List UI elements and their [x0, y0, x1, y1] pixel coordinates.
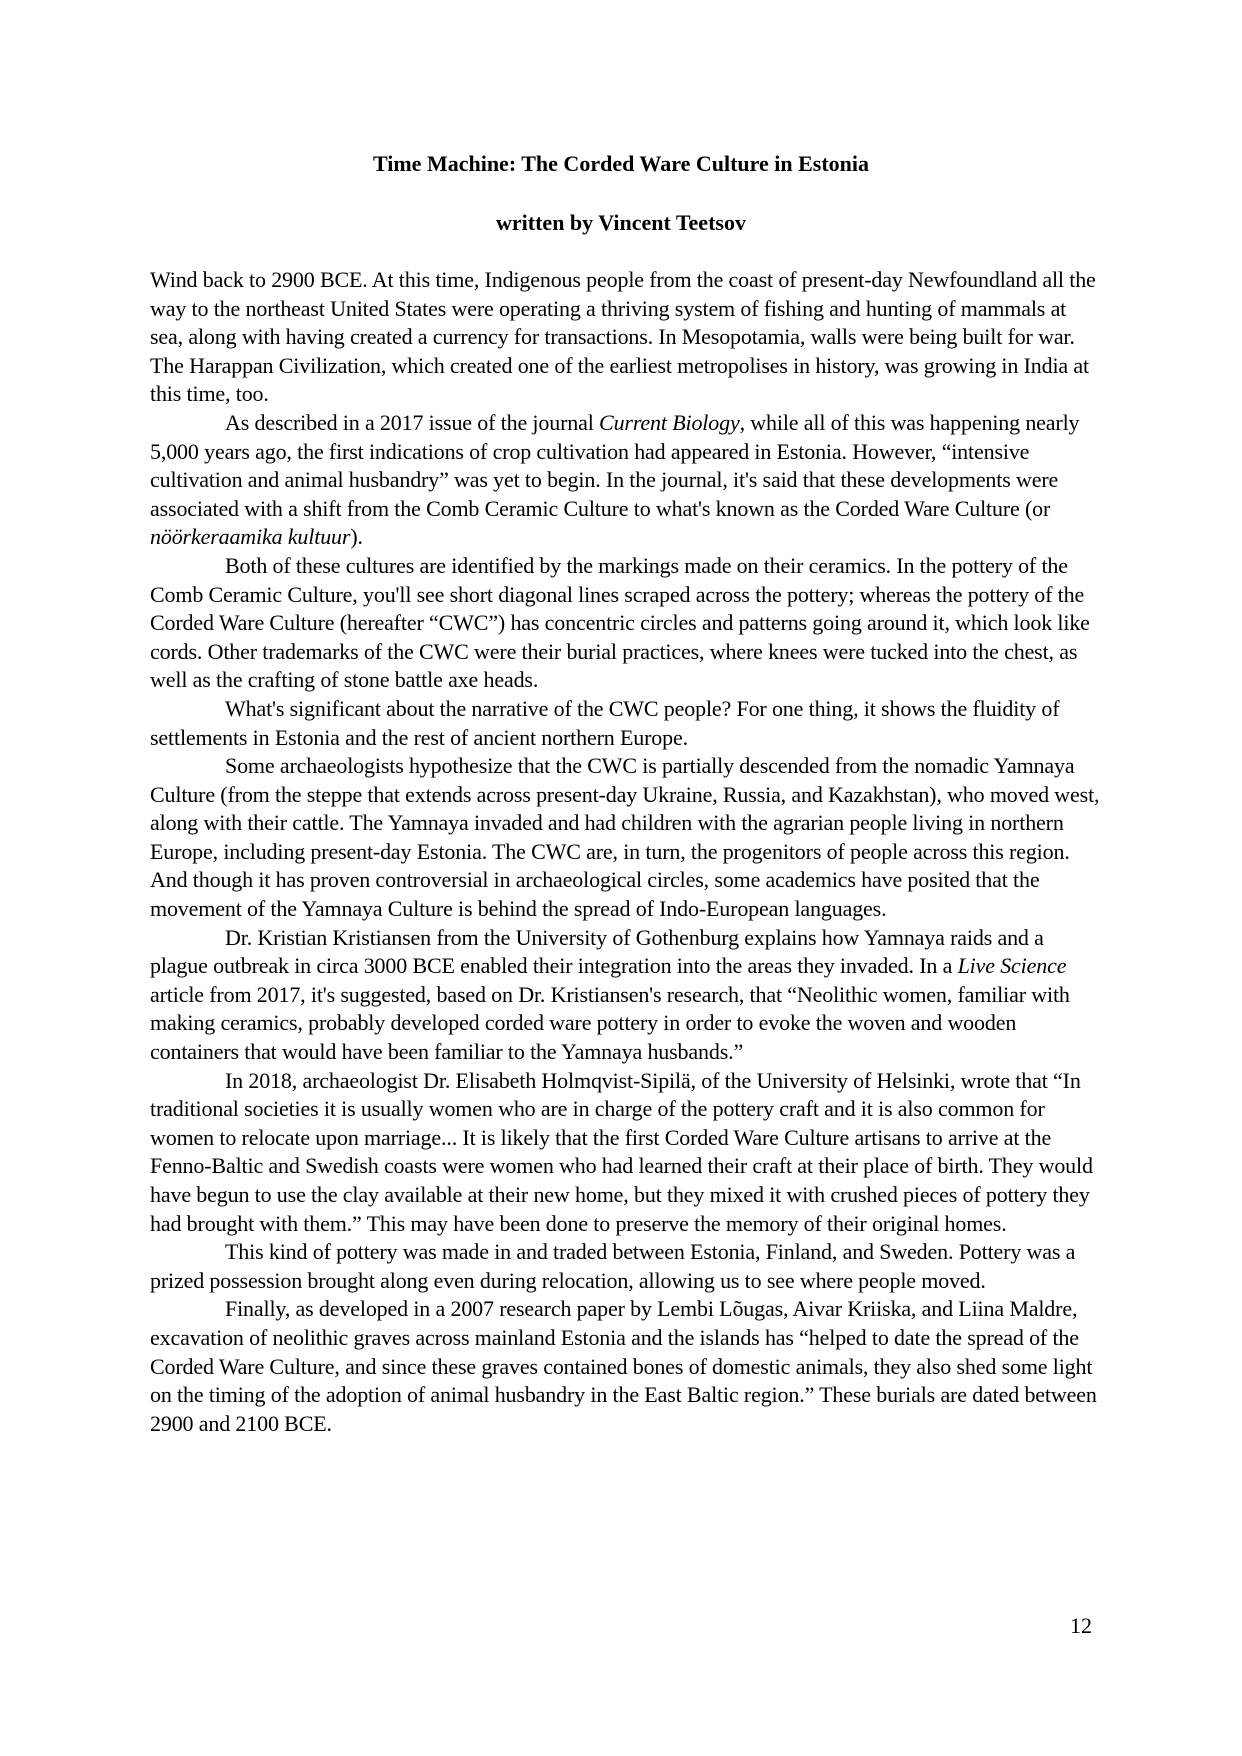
- paragraph-text: Some archaeologists hypothesize that the CWC is partially descended from the nomadic Yamnaya Culture (from the steppe that extends across present-day Ukraine, Russia, and Kazakhstan), who moved west, along with their cattle. The Yamnaya invaded and had children with the agrarian people living in northern Europe, including present-day Estonia. The CWC are, in turn, the progenitors of people across this region. And though it has proven controversial in archaeological circles, some academics have posited that the movement of the Yamnaya Culture is behind the spread of Indo-European languages.: [150, 753, 1100, 922]
- paragraph-text: , while all of this was happening nearly 5,000 years ago, the first indications of crop cultivation had appeared in Estonia. However, “intensive cultivation and animal husbandry” was yet to begin. In the journal, it's said that these developments were associated with a shift from the Comb Ceramic Culture to what's known as the Corded Ware Culture (or: [150, 409, 1080, 521]
- paragraph-text: article from 2017, it's suggested, based on Dr. Kristiansen's research, that “Neolithic women, familiar with making ceramics, probably developed corded ware pottery in order to evoke the woven and wooden containers that would have been familiar to the Yamnaya husbands.”: [150, 981, 1070, 1065]
- paragraph-9: [150, 1295, 1100, 1438]
- page-number: 12: [1070, 1613, 1092, 1638]
- paragraph-text: ).: [350, 524, 363, 550]
- paragraph-text: Dr. Kristian Kristiansen from the University of Gothenburg explains how Yamnaya raids and a plague outbreak in circa 3000 BCE enabled their integration into the areas they invaded. In a: [150, 924, 1044, 979]
- paragraph-5: [150, 752, 1100, 924]
- paragraph-7: [150, 1067, 1100, 1239]
- paragraph-2: [150, 409, 1100, 552]
- paragraph-text: Both of these cultures are identified by the markings made on their ceramics. In the pottery of the Comb Ceramic Culture, you'll see short diagonal lines scraped across the pottery; whereas the pottery of the Corded Ware Culture (hereafter “CWC”) has concentric circles and patterns going around it, which look like cords. Other trademarks of the CWC were their burial practices, where knees were tucked into the chest, as well as the crafting of stone battle axe heads.: [150, 552, 1090, 693]
- article-byline: written by Vincent Teetsov: [496, 210, 746, 235]
- paragraph-6: [150, 924, 1100, 1067]
- paragraph-8: [150, 1238, 1100, 1295]
- paragraph-text: This kind of pottery was made in and traded between Estonia, Finland, and Sweden. Pottery was a prized possession brought along even during relocation, allowing us to see where people moved.: [150, 1239, 1076, 1293]
- publication-title-italic: Live Science: [957, 953, 1067, 979]
- paragraph-3: [150, 552, 1100, 695]
- paragraph-4: [150, 695, 1100, 752]
- paragraph-1: [150, 266, 1100, 409]
- paragraph-text: As described in a 2017 issue of the journal: [225, 409, 600, 435]
- paragraph-text: Finally, as developed in a 2007 research paper by Lembi Lõugas, Aivar Kriiska, and Liina Maldre, excavation of neolithic graves across mainland Estonia and the islands has “helped to date the spread of the Corded Ware Culture, and since these graves contained bones of domestic animals, they also shed some light on the timing of the adoption of animal husbandry in the East Baltic region.” These burials are dated between 2900 and 2100 BCE.: [150, 1296, 1097, 1436]
- paragraph-text: Wind back to 2900 BCE. At this time, Indigenous people from the coast of present-day Newfoundland all the way to the northeast United States were operating a thriving system of fishing and hunting of mammals at sea, along with having created a currency for transactions. In Mesopotamia, walls were being built for war. The Harappan Civilization, which created one of the earliest metropolises in history, was growing in India at this time, too.: [150, 267, 1096, 407]
- article-title: Time Machine: The Corded Ware Culture in Estonia: [372, 151, 870, 176]
- estonian-term-italic: nöörkeraamika kultuur: [150, 524, 351, 550]
- paragraph-text: In 2018, archaeologist Dr. Elisabeth Holmqvist-Sipilä, of the University of Helsinki, wrote that “In traditional societies it is usually women who are in charge of the pottery craft and it is also common for women to relocate upon marriage... It is likely that the first Corded Ware Culture artisans to arrive at the Fenno-Baltic and Swedish coasts were women who had learned their craft at their place of birth. They would have begun to use the clay available at their new home, but they mixed it with crushed pieces of pottery they had brought with them.” This may have been done to preserve the memory of their original homes.: [150, 1067, 1093, 1236]
- article-body: [150, 266, 1100, 1438]
- journal-title-italic: Current Biology: [599, 409, 740, 435]
- paragraph-text: What's significant about the narrative of the CWC people? For one thing, it shows the fluidity of settlements in Estonia and the rest of ancient northern Europe.: [150, 695, 1060, 750]
